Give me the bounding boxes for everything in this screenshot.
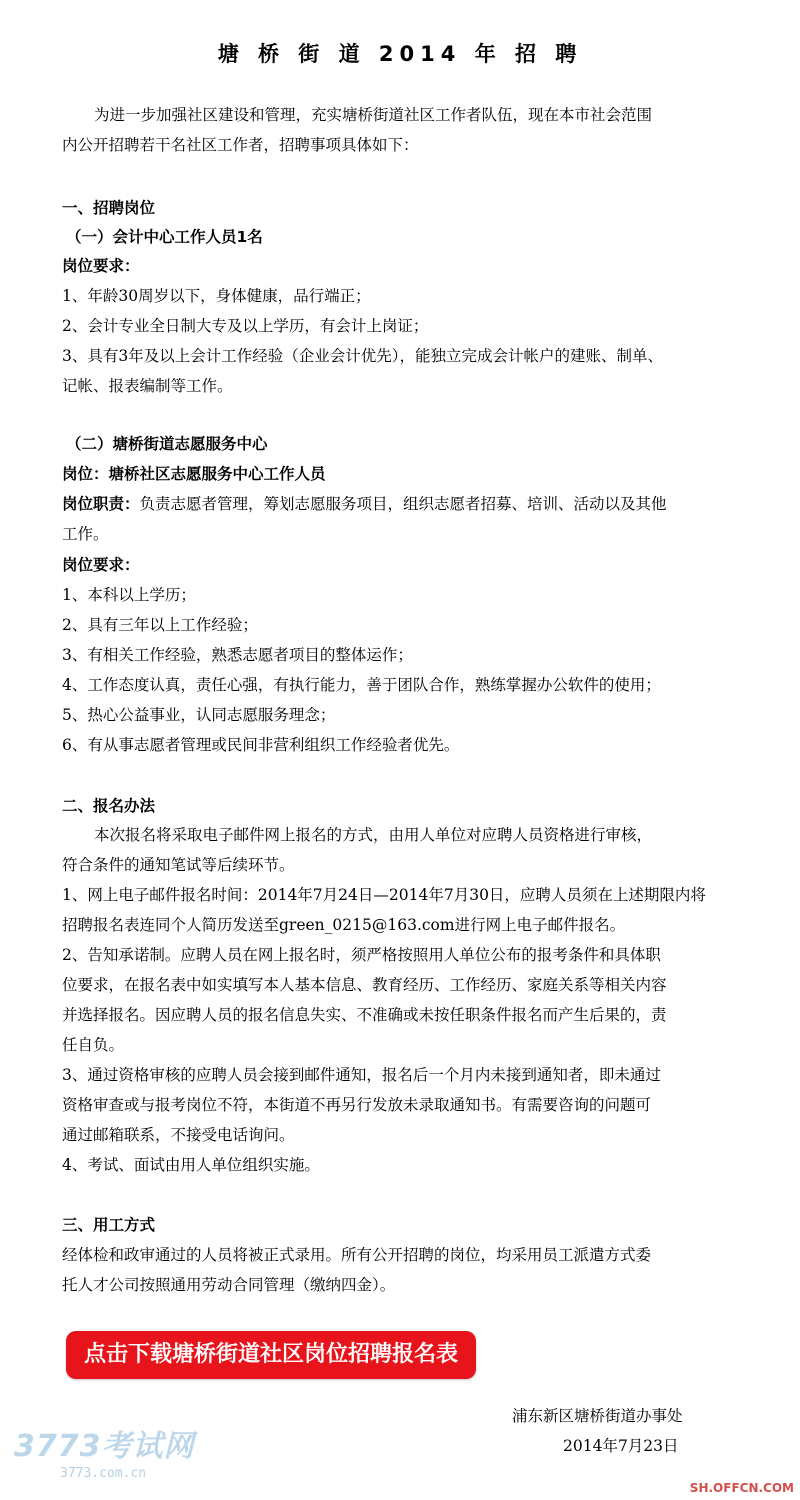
signature-date: 2014年7月23日	[563, 1437, 679, 1455]
registration-line: 符合条件的通知笔试等后续环节。	[62, 856, 295, 874]
employment-line: 托人才公司按照通用劳动合同管理（缴纳四金）。	[62, 1276, 396, 1294]
post-value: 塘桥社区志愿服务中心工作人员	[108, 465, 326, 483]
registration-line: 本次报名将采取电子邮件网上报名的方式，由用人单位对应聘人员资格进行审核，	[94, 826, 653, 844]
registration-line: 1、网上电子邮件报名时间：2014年7月24日—2014年7月30日，应聘人员须在上述期限内将	[62, 886, 706, 904]
registration-line: 任自负。	[62, 1036, 125, 1054]
section-heading-registration: 二、报名办法	[62, 797, 156, 815]
requirement-item: 3、有相关工作经验，熟悉志愿者项目的整体运作；	[62, 646, 413, 664]
registration-line: 2、告知承诺制。应聘人员在网上报名时，须严格按照用人单位公布的报考条件和具体职	[62, 946, 661, 964]
requirement-item: 5、热心公益事业，认同志愿服务理念；	[62, 706, 336, 724]
signature-org: 浦东新区塘桥街道办事处	[512, 1407, 683, 1425]
requirement-item: 6、有从事志愿者管理或民间非营利组织工作经验者优先。	[62, 736, 460, 754]
duty-text: 负责志愿者管理，筹划志愿服务项目，组织志愿者招募、培训、活动以及其他	[139, 495, 667, 513]
page-title: 塘 桥 街 道 2014 年 招 聘	[217, 42, 583, 66]
registration-line: 通过邮箱联系，不接受电话询问。	[62, 1126, 295, 1144]
intro-line: 为进一步加强社区建设和管理，充实塘桥街道社区工作者队伍，现在本市社会范围	[94, 106, 653, 124]
intro-line: 内公开招聘若干名社区工作者，招聘事项具体如下：	[62, 136, 419, 154]
requirements-label: 岗位要求：	[62, 556, 140, 574]
duty-label: 岗位职责：	[62, 495, 140, 513]
requirement-item: 3、具有3年及以上会计工作经验（企业会计优先），能独立完成会计帐户的建账、制单、	[62, 347, 663, 365]
download-form-button[interactable]: 点击下载塘桥街道社区岗位招聘报名表	[66, 1331, 476, 1379]
watermark-corner: SH.OFFCN.COM	[689, 1481, 794, 1495]
duty-line	[62, 492, 667, 516]
requirements-label: 岗位要求：	[62, 257, 140, 275]
position-heading: （二）塘桥街道志愿服务中心	[66, 435, 268, 453]
duty-text: 工作。	[62, 525, 109, 543]
registration-line: 并选择报名。因应聘人员的报名信息失实、不准确或未按任职条件报名而产生后果的，责	[62, 1006, 667, 1024]
post-line	[62, 462, 326, 486]
registration-line: 位要求，在报名表中如实填写本人基本信息、教育经历、工作经历、家庭关系等相关内容	[62, 976, 667, 994]
requirement-item: 2、会计专业全日制大专及以上学历，有会计上岗证；	[62, 317, 429, 335]
requirement-item: 2、具有三年以上工作经验；	[62, 616, 258, 634]
registration-line: 4、考试、面试由用人单位组织实施。	[62, 1156, 320, 1174]
section-heading-employment: 三、用工方式	[62, 1216, 156, 1234]
requirement-item: 1、年龄30周岁以下，身体健康，品行端正；	[62, 287, 371, 305]
watermark-url: 3773.com.cn	[60, 1466, 147, 1481]
registration-line: 招聘报名表连同个人简历发送至green_0215@163.com进行网上电子邮件报名。	[62, 916, 626, 934]
requirement-item: 4、工作态度认真，责任心强，有执行能力，善于团队合作，熟练掌握办公软件的使用；	[62, 676, 661, 694]
watermark-logo: 3773考试网	[14, 1429, 195, 1464]
position-heading: （一）会计中心工作人员1名	[66, 228, 263, 246]
requirement-item: 记帐、报表编制等工作。	[62, 377, 233, 395]
requirement-item: 1、本科以上学历；	[62, 586, 196, 604]
section-heading-positions: 一、招聘岗位	[62, 199, 156, 217]
post-label: 岗位：	[62, 465, 109, 483]
registration-line: 3、通过资格审核的应聘人员会接到邮件通知，报名后一个月内未接到通知者，即未通过	[62, 1066, 661, 1084]
registration-line: 资格审查或与报考岗位不符，本街道不再另行发放未录取通知书。有需要咨询的问题可	[62, 1096, 652, 1114]
employment-line: 经体检和政审通过的人员将被正式录用。所有公开招聘的岗位，均采用员工派遣方式委	[62, 1246, 652, 1264]
